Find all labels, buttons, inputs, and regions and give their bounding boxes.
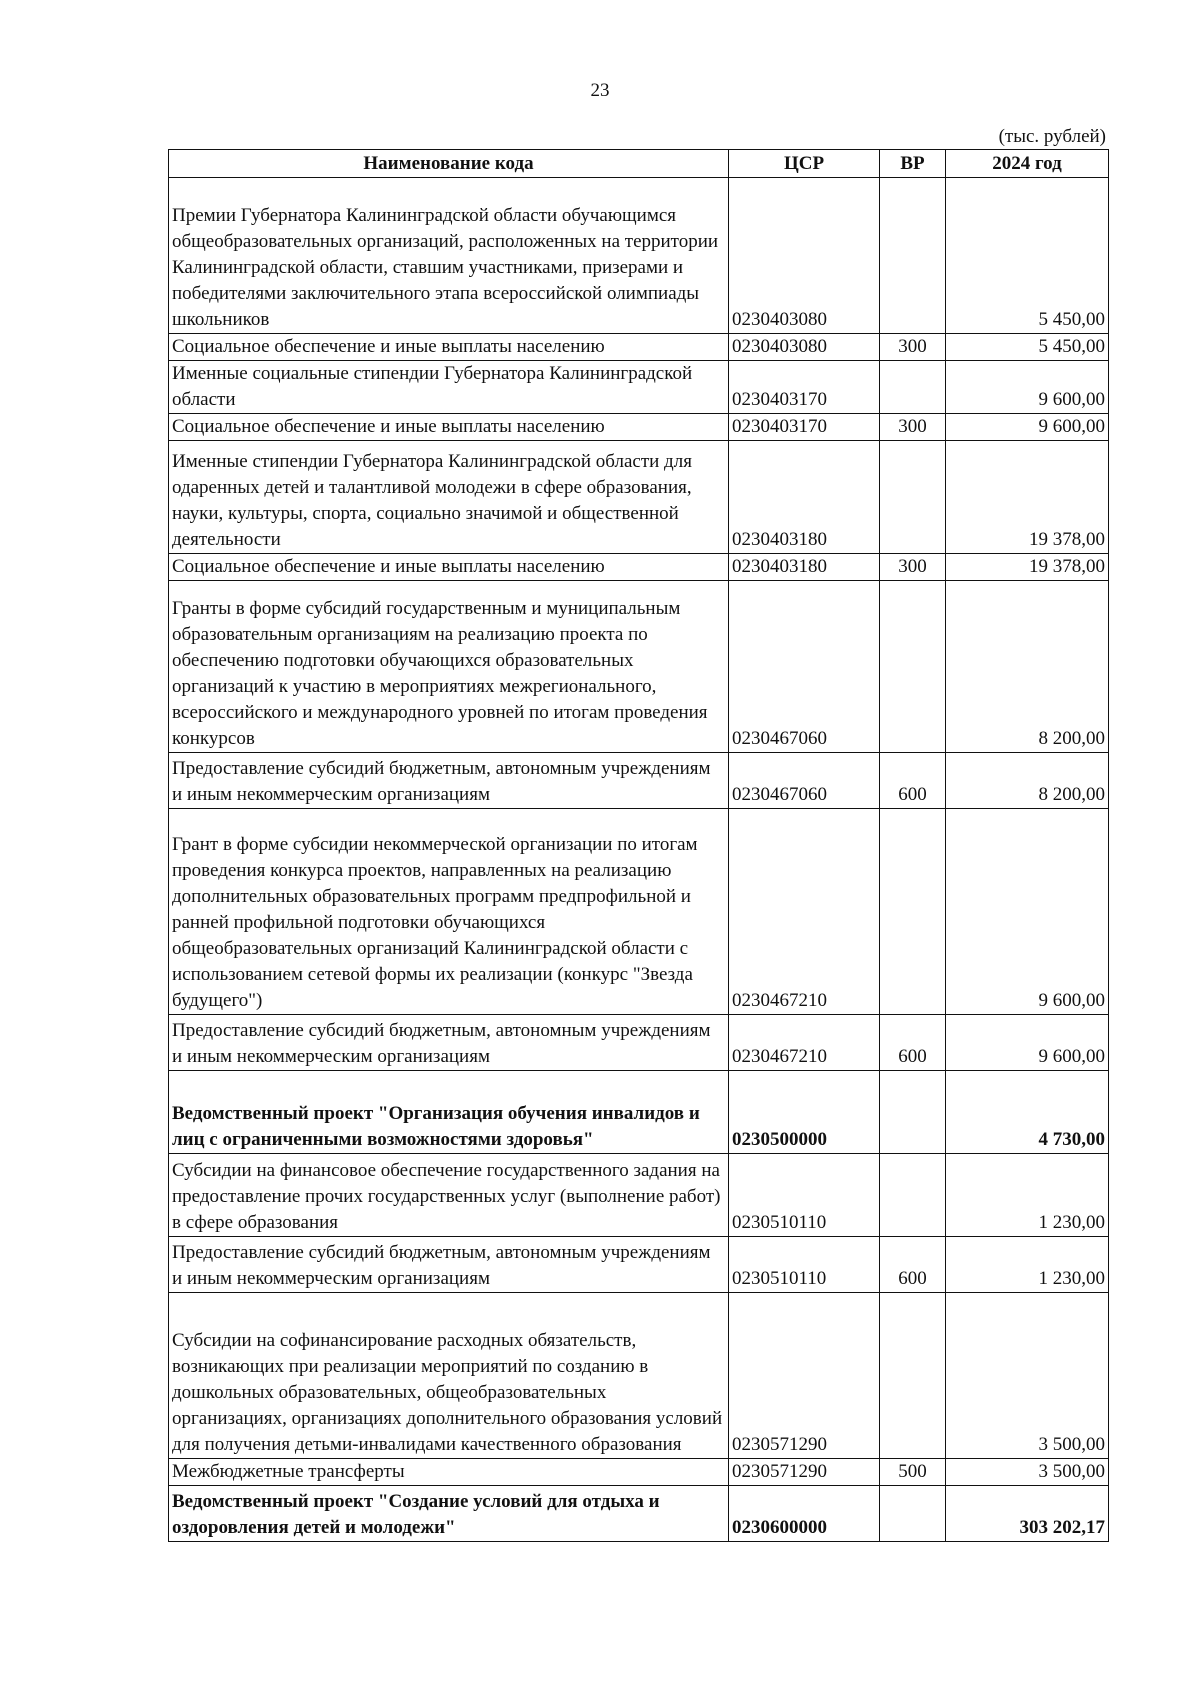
row-name: Ведомственный проект "Организация обучения инвалидов и лиц с ограниченными возможностями здоровья" <box>169 1071 729 1154</box>
row-sum: 1 230,00 <box>946 1237 1109 1293</box>
table-row <box>169 1486 1109 1542</box>
row-name: Ведомственный проект "Создание условий для отдыха и оздоровления детей и молодежи" <box>169 1486 729 1542</box>
row-csr: 0230600000 <box>729 1486 880 1542</box>
row-csr: 0230510110 <box>729 1237 880 1293</box>
row-vr <box>880 361 946 414</box>
row-csr: 0230403170 <box>729 414 880 441</box>
row-name: Премии Губернатора Калининградской области обучающимся общеобразовательных организаций, расположенных на территории Калининградской области, ставшим участниками, призерами и победителями заключительного этапа всероссийской олимпиады школьников <box>169 178 729 334</box>
table-row <box>169 581 1109 753</box>
header-sum: 2024 год <box>946 150 1109 178</box>
row-sum: 9 600,00 <box>946 414 1109 441</box>
row-sum: 4 730,00 <box>946 1071 1109 1154</box>
row-sum: 9 600,00 <box>946 361 1109 414</box>
row-name: Именные стипендии Губернатора Калининградской области для одаренных детей и талантливой молодежи в сфере образования, науки, культуры, спорта, социально значимой и общественной деятельности <box>169 441 729 554</box>
row-name: Социальное обеспечение и иные выплаты населению <box>169 334 729 361</box>
units-label: (тыс. рублей) <box>998 126 1106 147</box>
table-row <box>169 178 1109 334</box>
row-vr: 300 <box>880 414 946 441</box>
row-name: Гранты в форме субсидий государственным и муниципальным образовательным организациям на реализацию проекта по обеспечению подготовки обучающихся образовательных организаций к участию в мероприятиях межрегионального, всероссийского и международного уровней по итогам проведения конкурсов <box>169 581 729 753</box>
row-vr <box>880 809 946 1015</box>
table-row <box>169 809 1109 1015</box>
row-csr: 0230403170 <box>729 361 880 414</box>
table-row <box>169 554 1109 581</box>
row-vr: 600 <box>880 753 946 809</box>
row-vr <box>880 1071 946 1154</box>
table-row <box>169 753 1109 809</box>
row-sum: 19 378,00 <box>946 554 1109 581</box>
row-vr <box>880 441 946 554</box>
row-name: Субсидии на финансовое обеспечение государственного задания на предоставление прочих государственных услуг (выполнение работ) в сфере образования <box>169 1154 729 1237</box>
table-row <box>169 361 1109 414</box>
row-csr: 0230403180 <box>729 441 880 554</box>
table-row <box>169 1237 1109 1293</box>
row-name: Грант в форме субсидии некоммерческой организации по итогам проведения конкурса проектов, направленных на реализацию дополнительных образовательных программ предпрофильной и ранней профильной подготовки обучающихся общеобразовательных организаций Калининградской области с использованием сетевой формы их реализации (конкурс "Звезда будущего") <box>169 809 729 1015</box>
row-csr: 0230510110 <box>729 1154 880 1237</box>
row-vr <box>880 1486 946 1542</box>
row-name: Предоставление субсидий бюджетным, автономным учреждениям и иным некоммерческим организациям <box>169 1237 729 1293</box>
table-row <box>169 414 1109 441</box>
row-sum: 3 500,00 <box>946 1459 1109 1486</box>
table-header-row <box>169 150 1109 178</box>
table-row <box>169 441 1109 554</box>
header-csr: ЦСР <box>729 150 880 178</box>
row-name: Межбюджетные трансферты <box>169 1459 729 1486</box>
budget-table <box>168 149 1109 1542</box>
header-name: Наименование кода <box>169 150 729 178</box>
row-sum: 1 230,00 <box>946 1154 1109 1237</box>
page-number: 23 <box>590 80 610 101</box>
header-vr: ВР <box>880 150 946 178</box>
table-row <box>169 334 1109 361</box>
table-row <box>169 1154 1109 1237</box>
row-vr <box>880 178 946 334</box>
row-name: Именные социальные стипендии Губернатора Калининградской области <box>169 361 729 414</box>
row-csr: 0230467210 <box>729 1015 880 1071</box>
row-sum: 3 500,00 <box>946 1293 1109 1459</box>
row-vr <box>880 1154 946 1237</box>
row-vr: 600 <box>880 1015 946 1071</box>
row-vr: 500 <box>880 1459 946 1486</box>
row-vr <box>880 581 946 753</box>
row-name: Социальное обеспечение и иные выплаты населению <box>169 414 729 441</box>
row-name: Субсидии на софинансирование расходных обязательств, возникающих при реализации мероприятий по созданию в дошкольных образовательных, общеобразовательных организациях, организациях дополнительного образования условий для получения детьми-инвалидами качественного образования <box>169 1293 729 1459</box>
row-csr: 0230500000 <box>729 1071 880 1154</box>
row-csr: 0230467060 <box>729 753 880 809</box>
row-name: Социальное обеспечение и иные выплаты населению <box>169 554 729 581</box>
row-sum: 303 202,17 <box>946 1486 1109 1542</box>
row-sum: 9 600,00 <box>946 1015 1109 1071</box>
row-sum: 5 450,00 <box>946 178 1109 334</box>
row-name: Предоставление субсидий бюджетным, автономным учреждениям и иным некоммерческим организациям <box>169 753 729 809</box>
table-row <box>169 1071 1109 1154</box>
row-csr: 0230403080 <box>729 334 880 361</box>
row-name: Предоставление субсидий бюджетным, автономным учреждениям и иным некоммерческим организациям <box>169 1015 729 1071</box>
row-csr: 0230467060 <box>729 581 880 753</box>
row-vr: 600 <box>880 1237 946 1293</box>
row-csr: 0230571290 <box>729 1459 880 1486</box>
row-sum: 19 378,00 <box>946 441 1109 554</box>
row-csr: 0230403180 <box>729 554 880 581</box>
row-vr <box>880 1293 946 1459</box>
row-vr: 300 <box>880 554 946 581</box>
row-sum: 8 200,00 <box>946 581 1109 753</box>
row-csr: 0230403080 <box>729 178 880 334</box>
row-sum: 8 200,00 <box>946 753 1109 809</box>
row-sum: 9 600,00 <box>946 809 1109 1015</box>
table-row <box>169 1015 1109 1071</box>
row-csr: 0230571290 <box>729 1293 880 1459</box>
row-vr: 300 <box>880 334 946 361</box>
table-row <box>169 1293 1109 1459</box>
row-sum: 5 450,00 <box>946 334 1109 361</box>
table-row <box>169 1459 1109 1486</box>
row-csr: 0230467210 <box>729 809 880 1015</box>
